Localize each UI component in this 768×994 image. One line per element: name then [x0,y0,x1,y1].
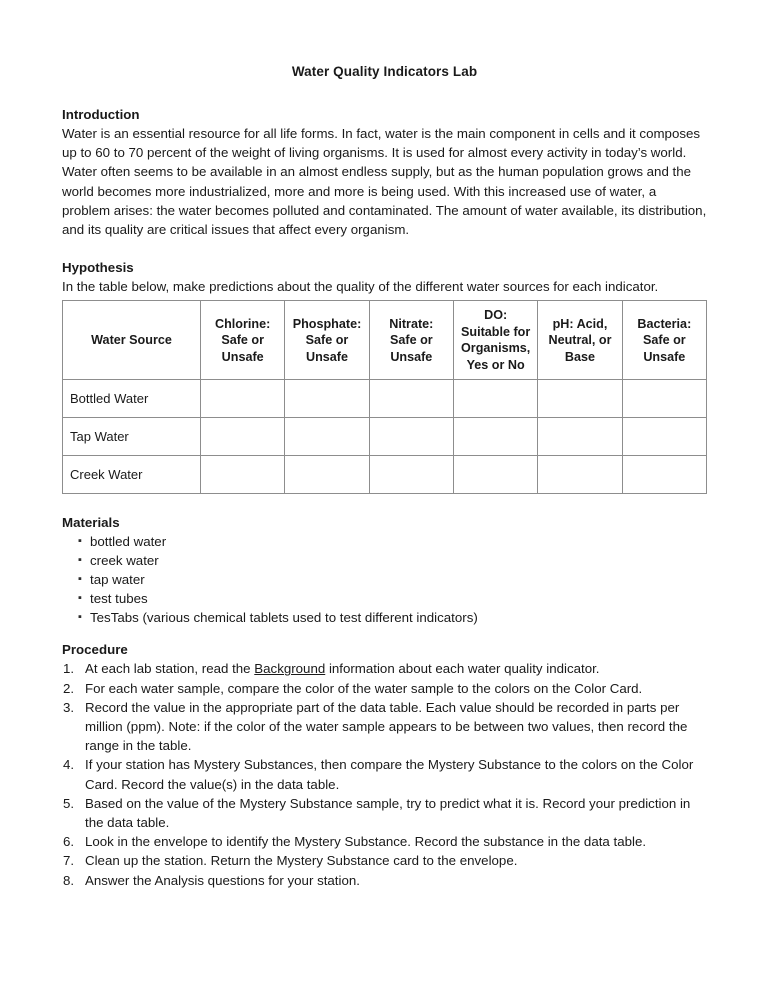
table-row [63,380,707,418]
cell-creek-phosphate[interactable] [285,456,369,494]
list-item: If your station has Mystery Substances, then compare the Mystery Substance to the colors on the Color Card. Record the value(s) in the data table. [85,757,694,792]
cell-tap-do[interactable] [453,418,537,456]
list-item: For each water sample, compare the color of the water sample to the colors on the Color Card. [85,680,643,696]
step-text-pre: At each lab station, read the [85,661,255,677]
cell-tap-nitrate[interactable] [369,418,453,456]
table-header-cell-ph: pH: Acid, Neutral, or Base [538,301,622,380]
list-item: Based on the value of the Mystery Substance sample, try to predict what it is. Record your prediction in the data table. [85,795,691,831]
materials-list [62,532,707,627]
table-header-cell-bacteria: Bacteria: Safe or Unsafe [622,301,706,380]
page-title: Water Quality Indicators Lab [291,64,478,79]
table-header-row [63,301,707,380]
row-label-creek-water: Creek Water [63,456,201,494]
cell-tap-phosphate[interactable] [285,418,369,456]
procedure-list [62,659,707,889]
list-item: Answer the Analysis questions for your station. [85,872,360,888]
cell-bottled-nitrate[interactable] [369,380,453,418]
list-item: Record the value in the appropriate part of the data table. Each value should be recorded in parts per million (ppm). Note: if the color of the water sample appears to be between two values, then record the range in the table. [85,699,688,754]
cell-creek-do[interactable] [453,456,537,494]
row-label-bottled-water: Bottled Water [63,380,201,418]
table-head [63,301,707,380]
cell-creek-ph[interactable] [538,456,622,494]
table-header-cell-do: DO: Suitable for Organisms, Yes or No [453,301,537,380]
cell-bottled-chlorine[interactable] [201,380,285,418]
list-item: ▪ TesTabs (various chemical tablets used to test different indicators) [62,608,707,627]
hypothesis-instruction: In the table below, make predictions about the quality of the different water sources for each indicator. [62,279,659,295]
cell-bottled-phosphate[interactable] [285,380,369,418]
cell-creek-bacteria[interactable] [622,456,706,494]
spacer [62,239,707,258]
background-link[interactable]: Background [254,661,326,677]
list-item [62,659,707,678]
table-header-cell-nitrate: Nitrate: Safe or Unsafe [369,301,453,380]
cell-creek-nitrate[interactable] [369,456,453,494]
introduction-paragraph: Water is an essential resource for all life forms. In fact, water is the main component in cells and it composes up to 60 to 70 percent of the weight of living organisms. It is used for almost every activity in today’s world. Water often seems to be available in an almost endless supply, but as the human population grows and the world becomes more industrialized, more and more is being used. With this increased use of water, a problem arises: the water becomes polluted and contaminated. The amount of water available, its distribution, and its quality are critical issues that affect every organism. [62,126,707,238]
list-item: Clean up the station. Return the Mystery Substance card to the envelope. [85,853,518,869]
table-body [63,380,707,494]
table-header-cell-chlorine: Chlorine: Safe or Unsafe [201,301,285,380]
table-header-cell-water-source: Water Source [63,301,201,380]
spacer [62,494,707,513]
introduction-heading: Introduction [62,107,140,122]
cell-bottled-do[interactable] [453,380,537,418]
list-item: ▪ test tubes [62,589,707,608]
hypothesis-table [62,300,707,494]
spacer [62,627,707,640]
cell-tap-bacteria[interactable] [622,418,706,456]
hypothesis-heading: Hypothesis [62,260,134,276]
table-header-cell-phosphate: Phosphate: Safe or Unsafe [285,301,369,380]
cell-tap-chlorine[interactable] [201,418,285,456]
row-label-tap-water: Tap Water [63,418,201,456]
cell-bottled-bacteria[interactable] [622,380,706,418]
procedure-heading: Procedure [62,642,128,658]
list-item: Look in the envelope to identify the Mystery Substance. Record the substance in the data table. [85,834,647,850]
table-row [63,418,707,456]
cell-creek-chlorine[interactable] [201,456,285,494]
cell-bottled-ph[interactable] [538,380,622,418]
list-item: ▪ creek water [62,551,707,570]
list-item: ▪ tap water [62,570,707,589]
materials-heading: Materials [62,515,120,531]
list-item: ▪ bottled water [62,532,707,551]
table-row [63,456,707,494]
cell-tap-ph[interactable] [538,418,622,456]
step-text-post: information about each water quality indicator. [325,661,600,677]
